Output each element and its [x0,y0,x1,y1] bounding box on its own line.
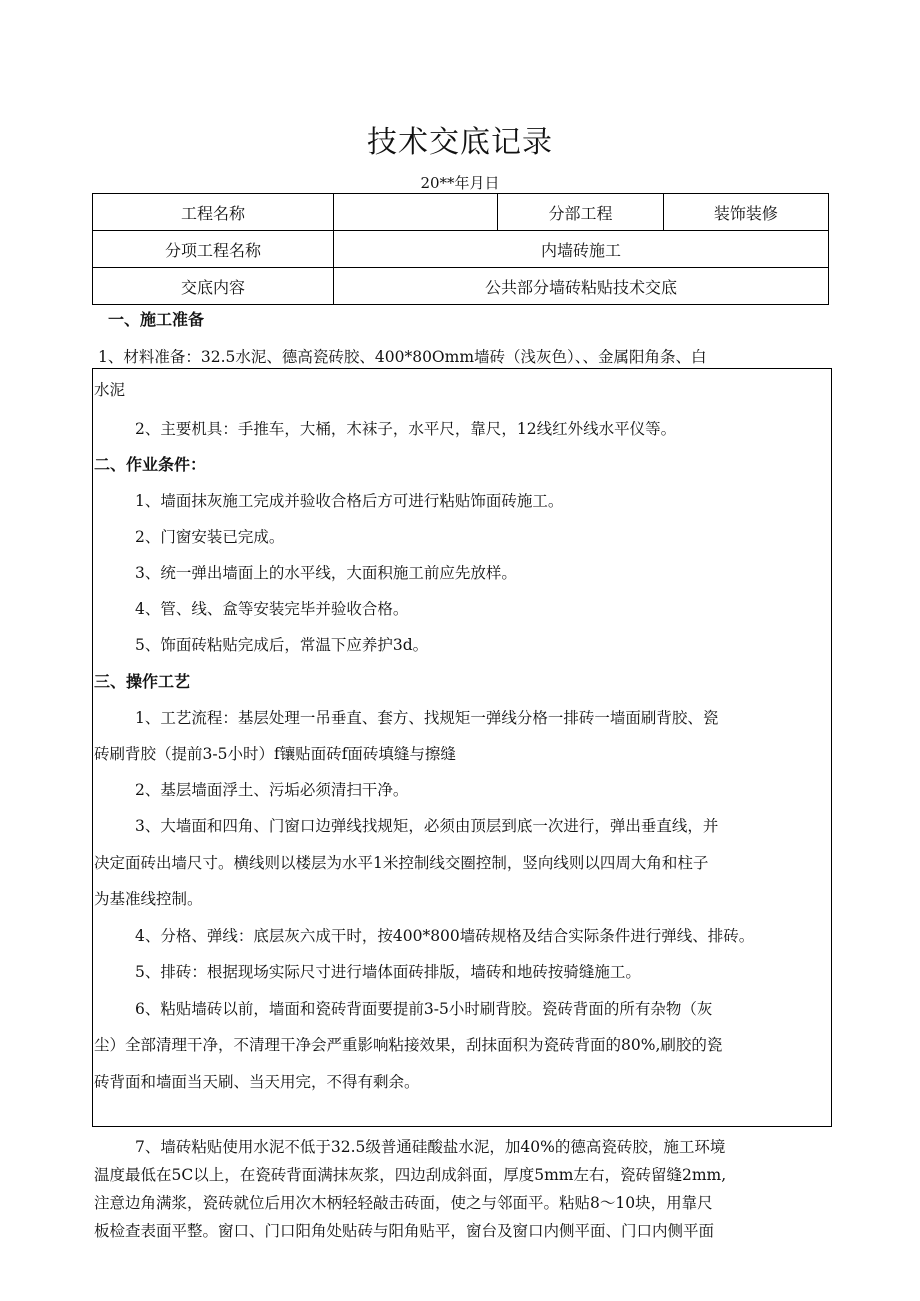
sub-project-label: 分部工程 [498,194,663,231]
section-heading: 一、施工准备 [108,310,205,329]
paragraph-line: 砖刷背胶（提前3-5小时）f镶贴面砖f面砖填缝与擦缝 [94,745,456,763]
paragraph-line: 砖背面和墙面当天刷、当天用完，不得有剩余。 [94,1073,420,1091]
document-date: 20**年月日 [420,174,500,192]
paragraph-line: 为基准线控制。 [94,890,203,908]
sub-item-value: 内墙砖施工 [334,231,829,268]
paragraph-line: 2、门窗安装已完成。 [135,528,285,546]
box-top-border [92,368,832,369]
project-name-label: 工程名称 [93,194,334,231]
paragraph-line: 7、墙砖粘贴使用水泥不低于32.5级普通硅酸盐水泥，加40%的德高瓷砖胶，施工环境 [135,1138,726,1156]
paragraph-line: 4、管、线、盒等安装完毕并验收合格。 [135,600,409,618]
table-row [93,268,829,305]
content-value: 公共部分墙砖粘贴技术交底 [334,268,829,305]
section-heading: 三、操作工艺 [94,672,191,691]
table-row [93,194,829,231]
paragraph-line: 5、饰面砖粘贴完成后，常温下应养护3d。 [135,636,429,654]
info-table [92,193,829,305]
paragraph-line: 4、分格、弹线：底层灰六成干时，按400*800墙砖规格及结合实际条件进行弹线、排砖。 [135,927,755,945]
paragraph-line: 水泥 [94,381,126,399]
paragraph-line: 决定面砖出墙尺寸。横线则以楼层为水平1米控制线交圈控制，竖向线则以四周大角和柱子 [94,854,709,872]
paragraph-line: 板检查表面平整。窗口、门口阳角处贴砖与阳角贴平，窗台及窗口内侧平面、门口内侧平面 [94,1222,715,1240]
paragraph-line: 5、排砖：根据现场实际尺寸进行墙体面砖排版，墙砖和地砖按骑缝施工。 [135,963,641,981]
paragraph-line: 温度最低在5C以上，在瓷砖背面满抹灰浆，四边刮成斜面，厚度5mm左右，瓷砖留缝2mm, [94,1166,727,1184]
paragraph-line: 2、基层墙面浮土、污垢必须清扫干净。 [135,781,409,799]
section-heading: 二、作业条件： [94,455,207,474]
table-row [93,231,829,268]
sub-item-label: 分项工程名称 [93,231,334,268]
paragraph-line: 尘）全部清理干净，不清理干净会严重影响粘接效果，刮抹面积为瓷砖背面的80%,刷胶的瓷 [94,1036,723,1054]
paragraph-line: 1、材料准备：32.5水泥、德高瓷砖胶、400*80Omm墙砖（浅灰色）、、金属阳角条、白 [98,348,707,366]
box-left-border [92,368,93,1126]
sub-project-value: 装饰装修 [663,194,828,231]
box-right-border [831,368,832,1126]
paragraph-line: 3、统一弹出墙面上的水平线，大面积施工前应先放样。 [135,564,517,582]
document-title: 技术交底记录 [367,125,553,160]
paragraph-line: 1、工艺流程：基层处理一吊垂直、套方、找规矩一弹线分格一排砖一墙面刷背胶、瓷 [135,709,719,727]
box-bottom-border [92,1126,832,1127]
paragraph-line: 注意边角满浆，瓷砖就位后用次木柄轻轻敲击砖面，使之与邻面平。粘贴8～10块，用靠尺 [94,1194,713,1212]
paragraph-line: 2、主要机具：手推车，大桶，木袜子，水平尺，靠尺，12线红外线水平仪等。 [135,420,677,438]
project-name-value [334,194,498,231]
content-label: 交底内容 [93,268,334,305]
paragraph-line: 1、墙面抹灰施工完成并验收合格后方可进行粘贴饰面砖施工。 [135,492,564,510]
paragraph-line: 3、大墙面和四角、门窗口边弹线找规矩，必须由顶层到底一次进行，弹出垂直线，并 [135,817,719,835]
paragraph-line: 6、粘贴墙砖以前，墙面和瓷砖背面要提前3-5小时刷背胶。瓷砖背面的所有杂物（灰 [135,1000,713,1018]
